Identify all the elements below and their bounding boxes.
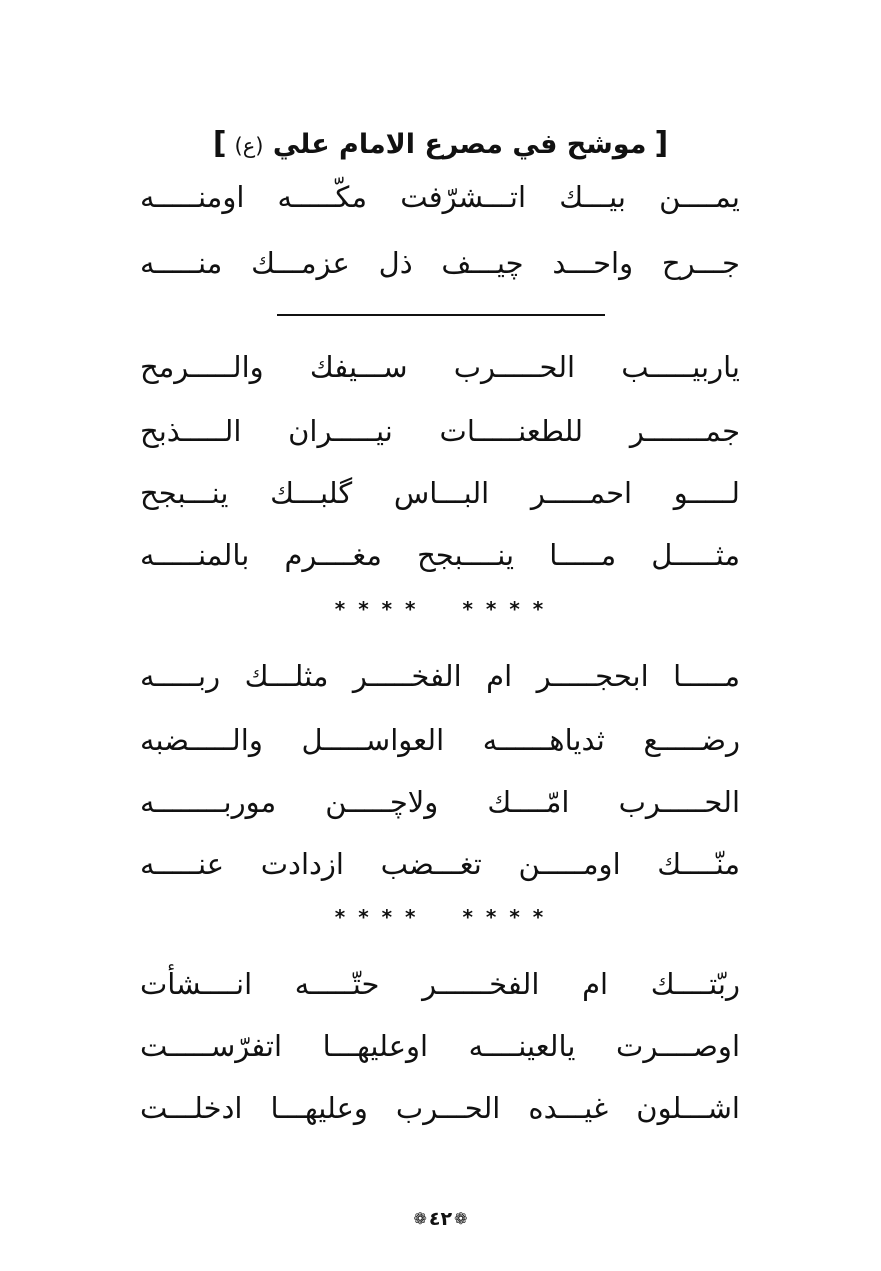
verse-line: جمـــــــر للطعنـــــات نيـــــران الـــــذبح bbox=[140, 414, 740, 448]
page-number-footer bbox=[0, 1202, 881, 1234]
ornament-icon: ❁ bbox=[413, 1208, 427, 1228]
verse-line: يمــــن بيـــك اتـــشرّفت مكّـــــه اومنـــــه bbox=[140, 180, 740, 214]
bracket-close: ] bbox=[212, 126, 227, 161]
poem-title bbox=[0, 122, 881, 168]
verse-line: ربّتــــك ام الفخــــــر حتّـــــه انــــشأت bbox=[140, 967, 740, 1001]
verse-line: منّــــك اومـــــن تغـــضب ازدادت عنـــــه bbox=[140, 847, 740, 881]
ornament-icon: ❁ bbox=[454, 1208, 468, 1228]
stanza-separator bbox=[0, 905, 881, 929]
stars-group: * * * * bbox=[462, 597, 547, 621]
verse-line: اشـــلون غيـــده الحـــرب وعليهـــا ادخلـــت bbox=[140, 1091, 740, 1125]
verse-line: مـــــا ابحجـــــر ام الفخـــــر مثلـــك ربـــــه bbox=[140, 659, 740, 693]
verse-line: رضـــــع ثدياهــــــه العواســـــل والـــــضبه bbox=[140, 723, 740, 757]
verse-line: جـــرح واحـــد چيـــف ذل عزمـــك منـــــه bbox=[140, 246, 740, 280]
verse-line: اوصــــرت يالعينــــه اوعليهـــا اتفرّســـــت bbox=[140, 1029, 740, 1063]
stars-group: * * * * bbox=[462, 905, 547, 929]
poem-title-honorific: (ع) bbox=[234, 134, 264, 158]
verse-line: لـــــو احمـــــر البـــاس گلبـــك ينـــبجح bbox=[140, 476, 740, 510]
poem-title-text: موشح في مصرع الامام علي bbox=[272, 129, 647, 160]
page-number: ٤٢ bbox=[428, 1207, 453, 1230]
stars-group: * * * * bbox=[334, 905, 419, 929]
verse-line: ياربيـــــب الحـــــرب ســـيفك والـــــرمح bbox=[140, 350, 740, 384]
section-divider bbox=[277, 314, 605, 316]
verse-line: الحـــــرب امّــــك ولاچـــــن موربــــــــه bbox=[140, 785, 740, 819]
bracket-open: [ bbox=[654, 126, 669, 161]
stanza-separator bbox=[0, 597, 881, 621]
stars-group: * * * * bbox=[334, 597, 419, 621]
verse-line: مثـــــل مـــــا ينــــبجح مغــــرم بالمنـــــه bbox=[140, 538, 740, 572]
